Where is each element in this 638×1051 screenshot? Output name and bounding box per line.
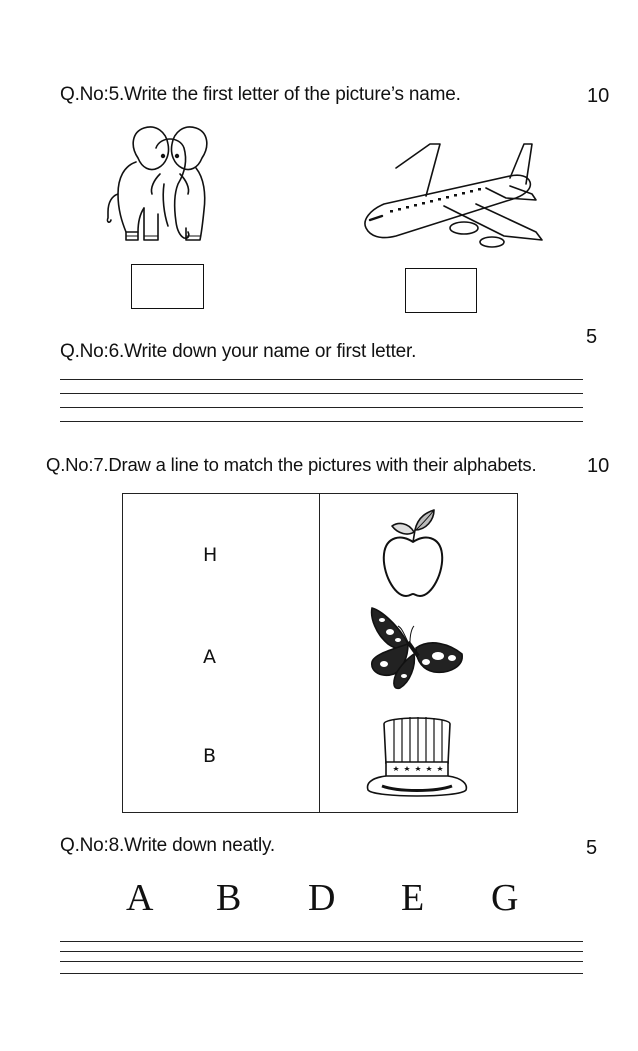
airplane-icon	[360, 140, 546, 258]
q8-writing-line-3[interactable]	[60, 961, 583, 962]
q8-letter-d: D	[308, 877, 336, 919]
q6-writing-line-4[interactable]	[60, 421, 583, 422]
q6-writing-line-3[interactable]	[60, 407, 583, 408]
q8-letter-b: B	[216, 877, 242, 919]
q6-text: Q.No:6.Write down your name or first letter.	[60, 341, 417, 362]
q7-text: Q.No:7.Draw a line to match the pictures with their alphabets.	[46, 454, 537, 475]
apple-icon[interactable]	[380, 508, 446, 602]
q8-letter-e: E	[401, 877, 425, 919]
q7-table-divider	[319, 494, 320, 812]
q7-marks: 10	[587, 455, 610, 477]
q6-writing-line-2[interactable]	[60, 393, 583, 394]
q8-letter-a: A	[126, 877, 154, 919]
q5-answer-box-elephant[interactable]	[131, 264, 204, 309]
q8-text: Q.No:8.Write down neatly.	[60, 835, 276, 856]
q6-marks: 5	[586, 326, 598, 348]
q5-answer-box-airplane[interactable]	[405, 268, 477, 313]
q8-marks: 5	[586, 837, 598, 859]
q8-writing-line-1[interactable]	[60, 941, 583, 942]
q7-letter-a[interactable]: A	[203, 646, 216, 668]
elephant-icon	[100, 118, 240, 258]
q6-writing-line-1[interactable]	[60, 379, 583, 380]
q5-text: Q.No:5.Write the first letter of the picture’s name.	[60, 84, 461, 105]
q8-writing-line-2[interactable]	[60, 951, 583, 952]
q7-letter-b[interactable]: B	[203, 745, 217, 767]
q8-writing-line-4[interactable]	[60, 973, 583, 974]
q5-marks: 10	[587, 85, 610, 107]
q8-letter-g: G	[491, 877, 519, 919]
butterfly-icon[interactable]	[368, 604, 466, 692]
q7-letter-h[interactable]: H	[203, 544, 218, 566]
hat-icon[interactable]	[364, 712, 470, 800]
